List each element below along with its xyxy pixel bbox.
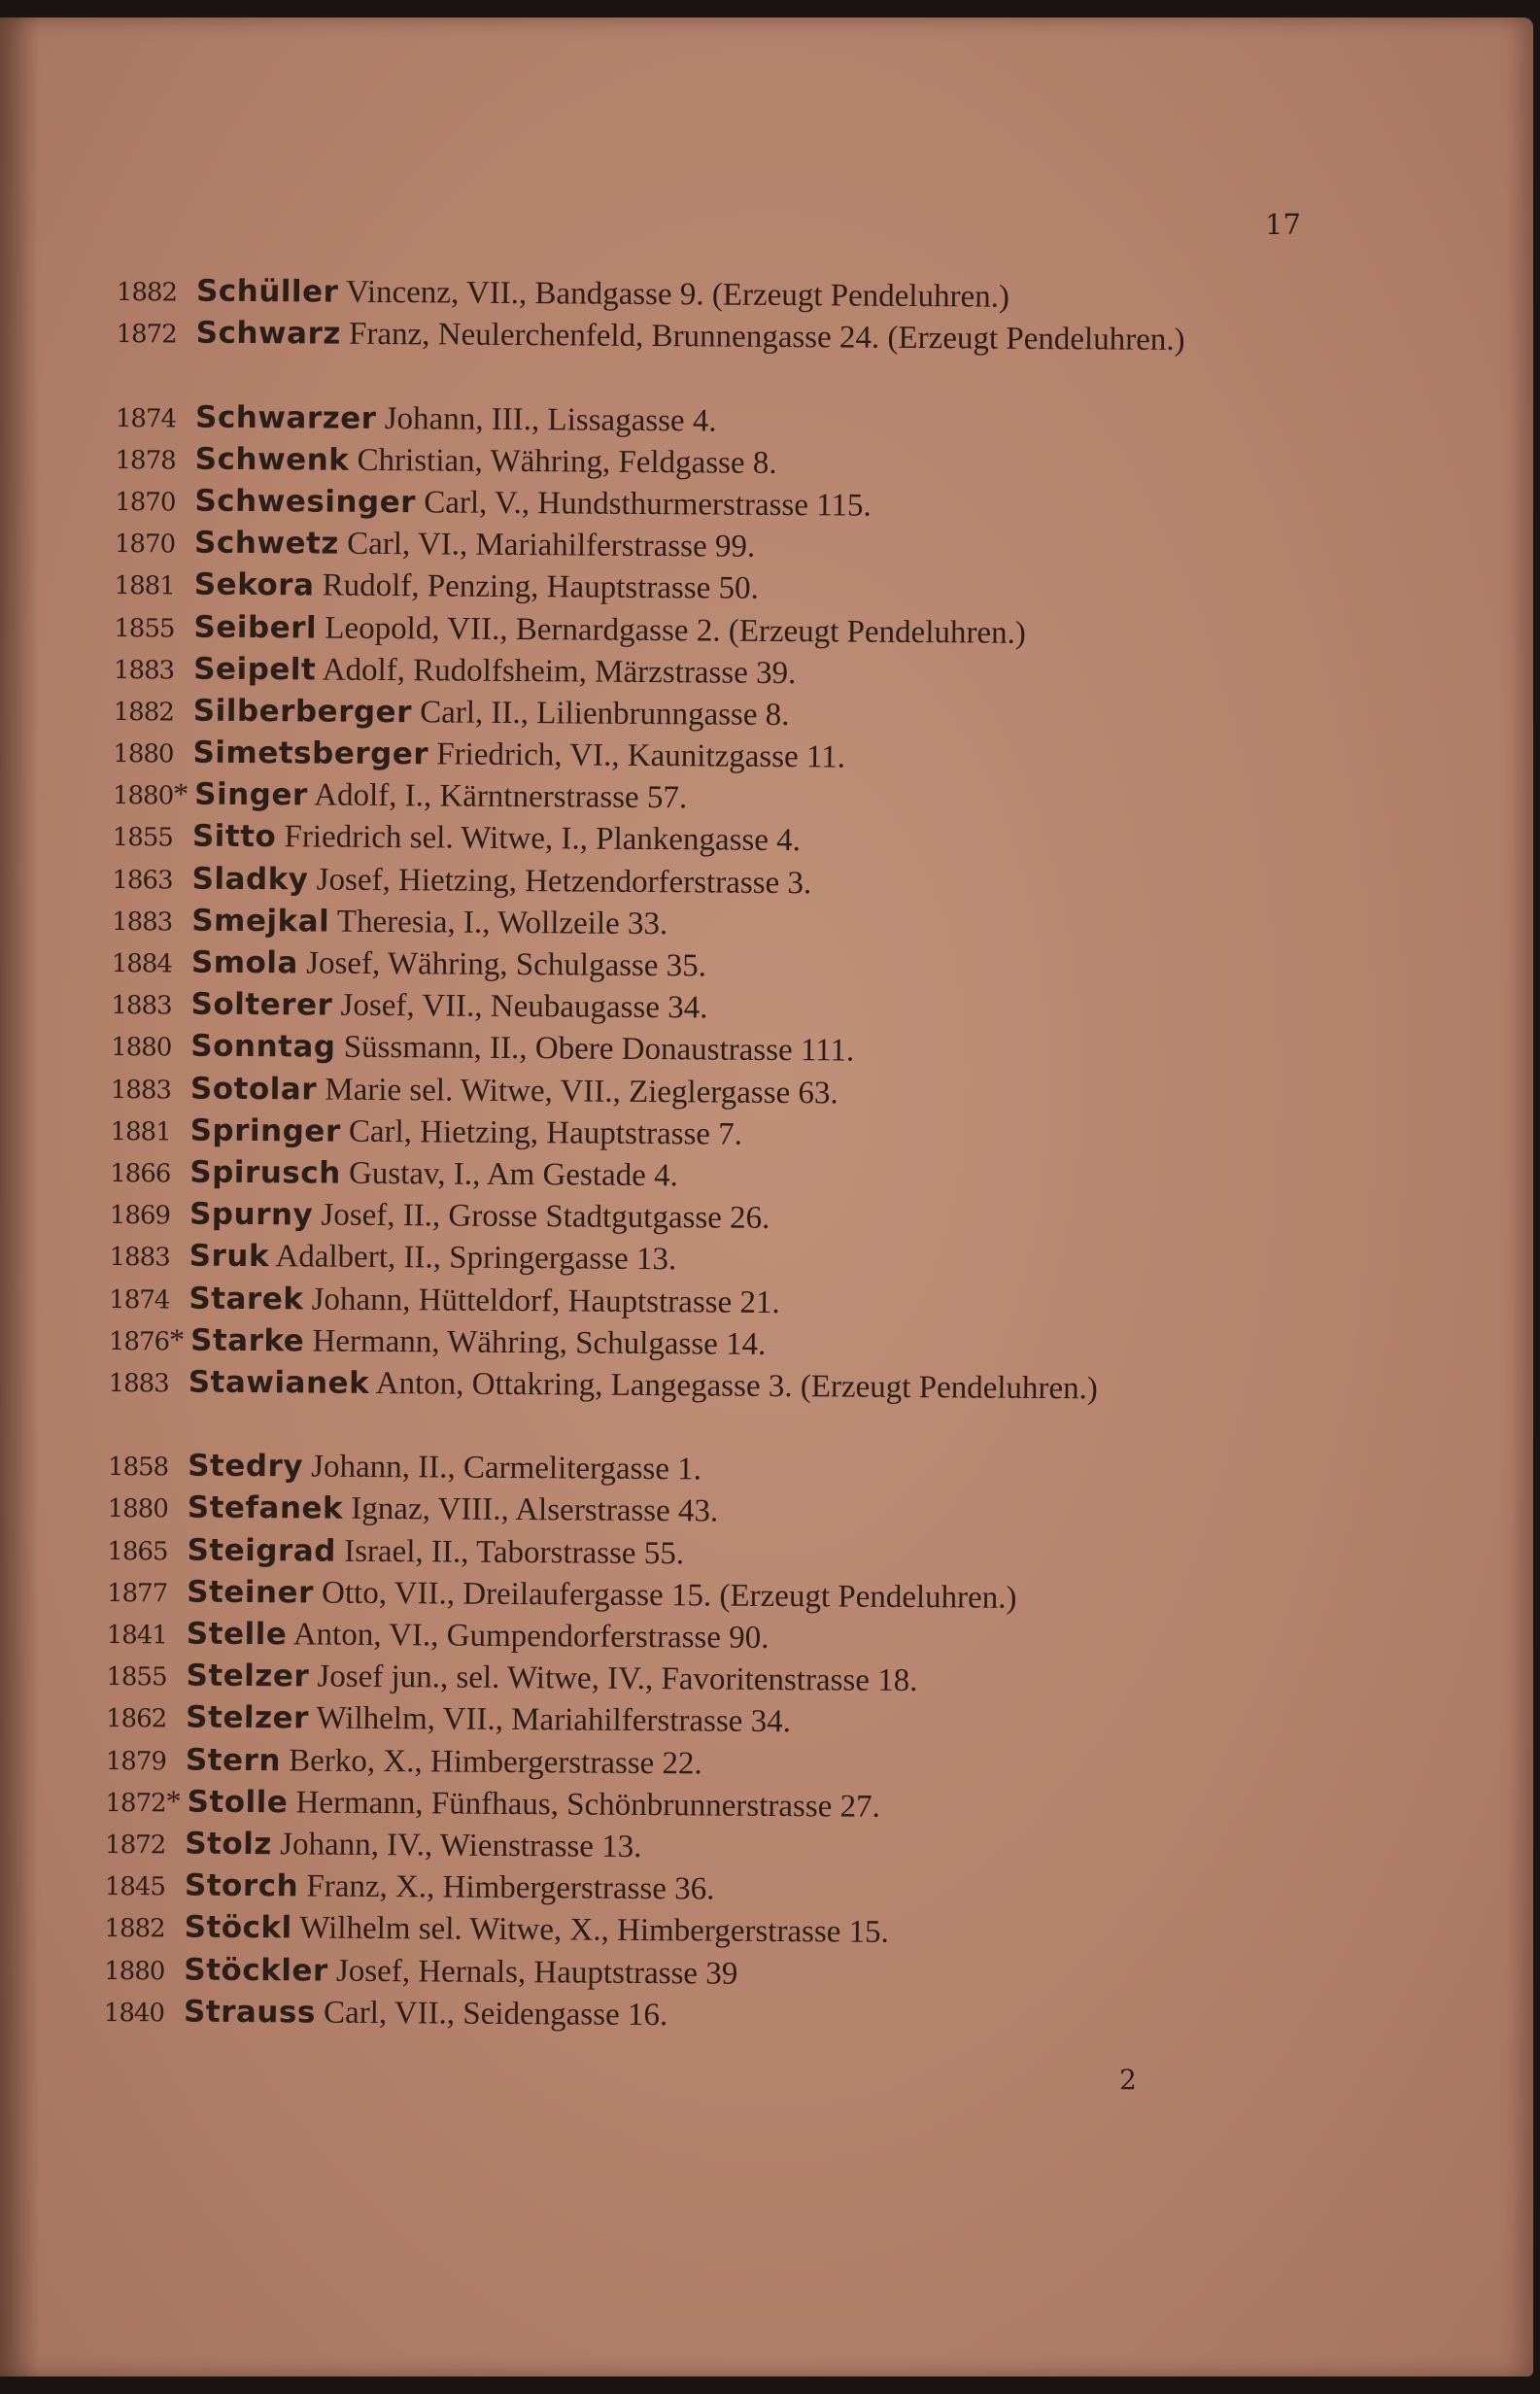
entry-details: Leopold, VII., Bernardgasse 2. (Erzeugt Pendeluhren.) bbox=[325, 610, 1026, 651]
entry-year: 1880 bbox=[113, 739, 174, 770]
directory-entry bbox=[104, 1991, 1309, 2041]
entry-year: 1883 bbox=[110, 1075, 172, 1106]
entry-details: Josef, Hernals, Hauptstrasse 39 bbox=[335, 1953, 738, 1992]
entry-details: Johann, Hütteldorf, Hauptstrasse 21. bbox=[311, 1282, 780, 1320]
entry-details: Wilhelm sel. Witwe, X., Himbergerstrasse 15. bbox=[299, 1910, 890, 1951]
entry-year: 1858 bbox=[107, 1453, 169, 1483]
entry-surname: Sekora bbox=[193, 566, 315, 603]
entry-surname: Schwenk bbox=[194, 441, 350, 478]
entry-year: 1884 bbox=[111, 948, 173, 979]
entry-year: 1882 bbox=[104, 1914, 165, 1944]
entry-year: 1880 bbox=[107, 1494, 168, 1524]
entry-year: 1880 bbox=[112, 781, 174, 811]
entry-year: 1865 bbox=[107, 1536, 168, 1567]
entry-star-marker: * bbox=[165, 1783, 182, 1819]
entry-text bbox=[183, 1361, 1314, 1412]
entry-details: Carl, V., Hundsthurmerstrasse 115. bbox=[424, 485, 872, 524]
entry-surname: Sladky bbox=[191, 861, 309, 898]
entry-details: Anton, Ottakring, Langegasse 3. (Erzeugt Pendeluhren.) bbox=[375, 1365, 1099, 1407]
entry-details: Josef jun., sel. Witwe, IV., Favoritenstrasse 18. bbox=[317, 1659, 918, 1699]
entry-year: 1855 bbox=[106, 1662, 167, 1693]
directory-entries bbox=[104, 270, 1321, 2041]
entry-details: Gustav, I., Am Gestade 4. bbox=[348, 1155, 678, 1194]
entry-details: Josef, VII., Neubaugasse 34. bbox=[340, 987, 708, 1026]
entry-year: 1872 bbox=[105, 1830, 166, 1861]
entry-surname: Stern bbox=[185, 1742, 282, 1778]
entry-year: 1883 bbox=[108, 1368, 169, 1399]
entry-details: Anton, VI., Gumpendorferstrasse 90. bbox=[292, 1617, 770, 1656]
entry-year: 1866 bbox=[110, 1158, 171, 1189]
entry-details: Carl, II., Lilienbrunngasse 8. bbox=[420, 695, 790, 733]
entry-star-marker: * bbox=[168, 1321, 186, 1357]
entry-text bbox=[178, 1991, 1309, 2041]
entry-details: Carl, VI., Mariahilferstrasse 99. bbox=[347, 526, 756, 564]
entry-surname: Schwarz bbox=[195, 315, 341, 352]
entry-surname: Stelzer bbox=[186, 1699, 310, 1736]
entry-year: 1878 bbox=[115, 445, 176, 476]
entry-year: 1876 bbox=[108, 1326, 170, 1357]
entry-surname: Schwetz bbox=[193, 525, 340, 562]
entry-year: 1872 bbox=[116, 320, 177, 350]
entry-surname: Smejkal bbox=[191, 903, 330, 940]
entry-surname: Stolz bbox=[185, 1826, 273, 1863]
entry-surname: Schüller bbox=[195, 273, 339, 310]
entry-surname: Sruk bbox=[188, 1238, 270, 1275]
entry-details: Johann, III., Lissagasse 4. bbox=[384, 400, 717, 439]
entry-details: Josef, Hietzing, Hetzendorferstrasse 3. bbox=[316, 862, 812, 901]
entry-surname: Strauss bbox=[183, 1994, 316, 2031]
sheet-signature-number: 2 bbox=[1119, 2064, 1137, 2096]
entry-year: 1881 bbox=[114, 571, 175, 601]
entry-details: Johann, IV., Wienstrasse 13. bbox=[280, 1827, 642, 1864]
entry-surname: Silberberger bbox=[192, 693, 413, 731]
entry-year: 1882 bbox=[116, 277, 178, 308]
entry-details: Vincenz, VII., Bandgasse 9. (Erzeugt Pendeluhren.) bbox=[345, 274, 1010, 315]
entry-surname: Starke bbox=[189, 1322, 305, 1359]
entry-surname: Seiberl bbox=[193, 609, 318, 646]
page-number: 17 bbox=[1265, 208, 1301, 241]
entry-surname: Sitto bbox=[191, 819, 277, 855]
entry-year: 1880 bbox=[111, 1033, 172, 1063]
entry-year: 1855 bbox=[112, 823, 173, 853]
entry-year: 1840 bbox=[103, 1998, 165, 2029]
entry-year: 1877 bbox=[106, 1578, 168, 1609]
entry-star-marker: * bbox=[173, 775, 189, 811]
entry-details: Süssmann, II., Obere Donaustrasse 111. bbox=[343, 1030, 855, 1069]
entry-year: 1870 bbox=[114, 530, 176, 560]
entry-surname: Simetsberger bbox=[192, 735, 429, 772]
entry-year: 1874 bbox=[109, 1284, 170, 1315]
entry-surname: Schwarzer bbox=[194, 399, 377, 436]
entry-details: Berko, X., Himbergerstrasse 22. bbox=[289, 1742, 702, 1782]
entry-year: 1883 bbox=[109, 1243, 170, 1273]
entry-year: 1869 bbox=[109, 1201, 171, 1231]
entry-details: Franz, X., Himbergerstrasse 36. bbox=[306, 1868, 715, 1907]
entry-surname: Spurny bbox=[188, 1196, 314, 1233]
entry-year: 1883 bbox=[111, 991, 172, 1021]
entry-year: 1880 bbox=[104, 1956, 165, 1986]
entry-details: Josef, II., Grosse Stadtgutgasse 26. bbox=[321, 1197, 770, 1237]
entry-year: 1863 bbox=[112, 865, 173, 896]
entry-surname: Solterer bbox=[190, 986, 333, 1023]
entry-details: Theresia, I., Wollzeile 33. bbox=[336, 904, 668, 942]
entry-surname: Smola bbox=[190, 944, 299, 981]
entry-surname: Stelzer bbox=[186, 1658, 310, 1694]
entry-surname: Stöckl bbox=[184, 1909, 292, 1946]
entry-surname: Schwesinger bbox=[194, 483, 417, 521]
entry-details: Adalbert, II., Springergasse 13. bbox=[275, 1239, 677, 1278]
entry-surname: Stedry bbox=[188, 1448, 304, 1485]
entry-details: Josef, Währing, Schulgasse 35. bbox=[306, 945, 707, 984]
entry-year: 1879 bbox=[105, 1746, 167, 1777]
directory-entry bbox=[116, 312, 1321, 404]
entry-year: 1874 bbox=[115, 403, 177, 434]
entry-year: 1845 bbox=[104, 1872, 166, 1902]
entry-year: 1881 bbox=[110, 1116, 171, 1147]
entry-surname: Springer bbox=[189, 1112, 341, 1149]
entry-year: 1883 bbox=[111, 906, 173, 938]
entry-details: Otto, VII., Dreilaufergasse 15. (Erzeugt Pendeluhren.) bbox=[322, 1575, 1017, 1616]
entry-details: Adolf, I., Kärntnerstrasse 57. bbox=[314, 777, 688, 816]
entry-details: Adolf, Rudolfsheim, Märzstrasse 39. bbox=[322, 652, 797, 691]
entry-year: 1883 bbox=[113, 655, 175, 686]
entry-text bbox=[190, 313, 1321, 363]
entry-year: 1882 bbox=[113, 697, 174, 728]
entry-surname: Storch bbox=[184, 1867, 299, 1904]
entry-details: Friedrich, VI., Kaunitzgasse 11. bbox=[436, 736, 846, 775]
entry-year: 1841 bbox=[106, 1620, 167, 1651]
entry-year: 1862 bbox=[105, 1704, 167, 1734]
entry-surname: Sonntag bbox=[190, 1028, 336, 1066]
entry-surname: Stelle bbox=[186, 1616, 288, 1653]
entry-surname: Stefanek bbox=[187, 1490, 344, 1527]
entry-surname: Stolle bbox=[187, 1784, 289, 1821]
entry-details: Hermann, Fünfhaus, Schönbrunnerstrasse 27. bbox=[295, 1785, 880, 1825]
entry-details: Ignaz, VIII., Alserstrasse 43. bbox=[351, 1491, 719, 1530]
entry-details: Carl, Hietzing, Hauptstrasse 7. bbox=[348, 1113, 743, 1152]
entry-year: 1855 bbox=[114, 613, 175, 643]
entry-year: 1870 bbox=[115, 487, 176, 518]
entry-details: Carl, VII., Seidengasse 16. bbox=[323, 1995, 668, 2033]
entry-surname: Steiner bbox=[187, 1574, 315, 1611]
entry-surname: Singer bbox=[194, 776, 308, 813]
entry-year: 1872 bbox=[105, 1788, 166, 1819]
entry-details: Israel, II., Taborstrasse 55. bbox=[344, 1533, 685, 1571]
entry-surname: Sotolar bbox=[189, 1071, 318, 1108]
entry-surname: Starek bbox=[188, 1281, 304, 1317]
entry-details: Rudolf, Penzing, Hauptstrasse 50. bbox=[322, 567, 759, 607]
entry-details: Marie sel. Witwe, VII., Zieglergasse 63. bbox=[325, 1072, 838, 1112]
entry-surname: Steigrad bbox=[187, 1532, 337, 1569]
entry-details: Franz, Neulerchenfeld, Brunnengasse 24. (Erzeugt Pendeluhren.) bbox=[348, 316, 1185, 359]
entry-details: Wilhelm, VII., Mariahilferstrasse 34. bbox=[316, 1700, 792, 1740]
entry-surname: Stawianek bbox=[188, 1364, 370, 1401]
page-spine-shadow bbox=[0, 17, 39, 2377]
entry-details: Friedrich sel. Witwe, I., Plankengasse 4. bbox=[284, 819, 802, 859]
entry-surname: Stöckler bbox=[184, 1952, 328, 1989]
entry-details: Hermann, Währing, Schulgasse 14. bbox=[312, 1323, 767, 1362]
entry-details: Johann, II., Carmelitergasse 1. bbox=[311, 1449, 702, 1488]
entry-surname: Seipelt bbox=[193, 651, 317, 688]
entry-surname: Spirusch bbox=[189, 1154, 341, 1191]
directory-entry bbox=[108, 1361, 1314, 1454]
entry-details: Christian, Währing, Feldgasse 8. bbox=[357, 442, 777, 481]
